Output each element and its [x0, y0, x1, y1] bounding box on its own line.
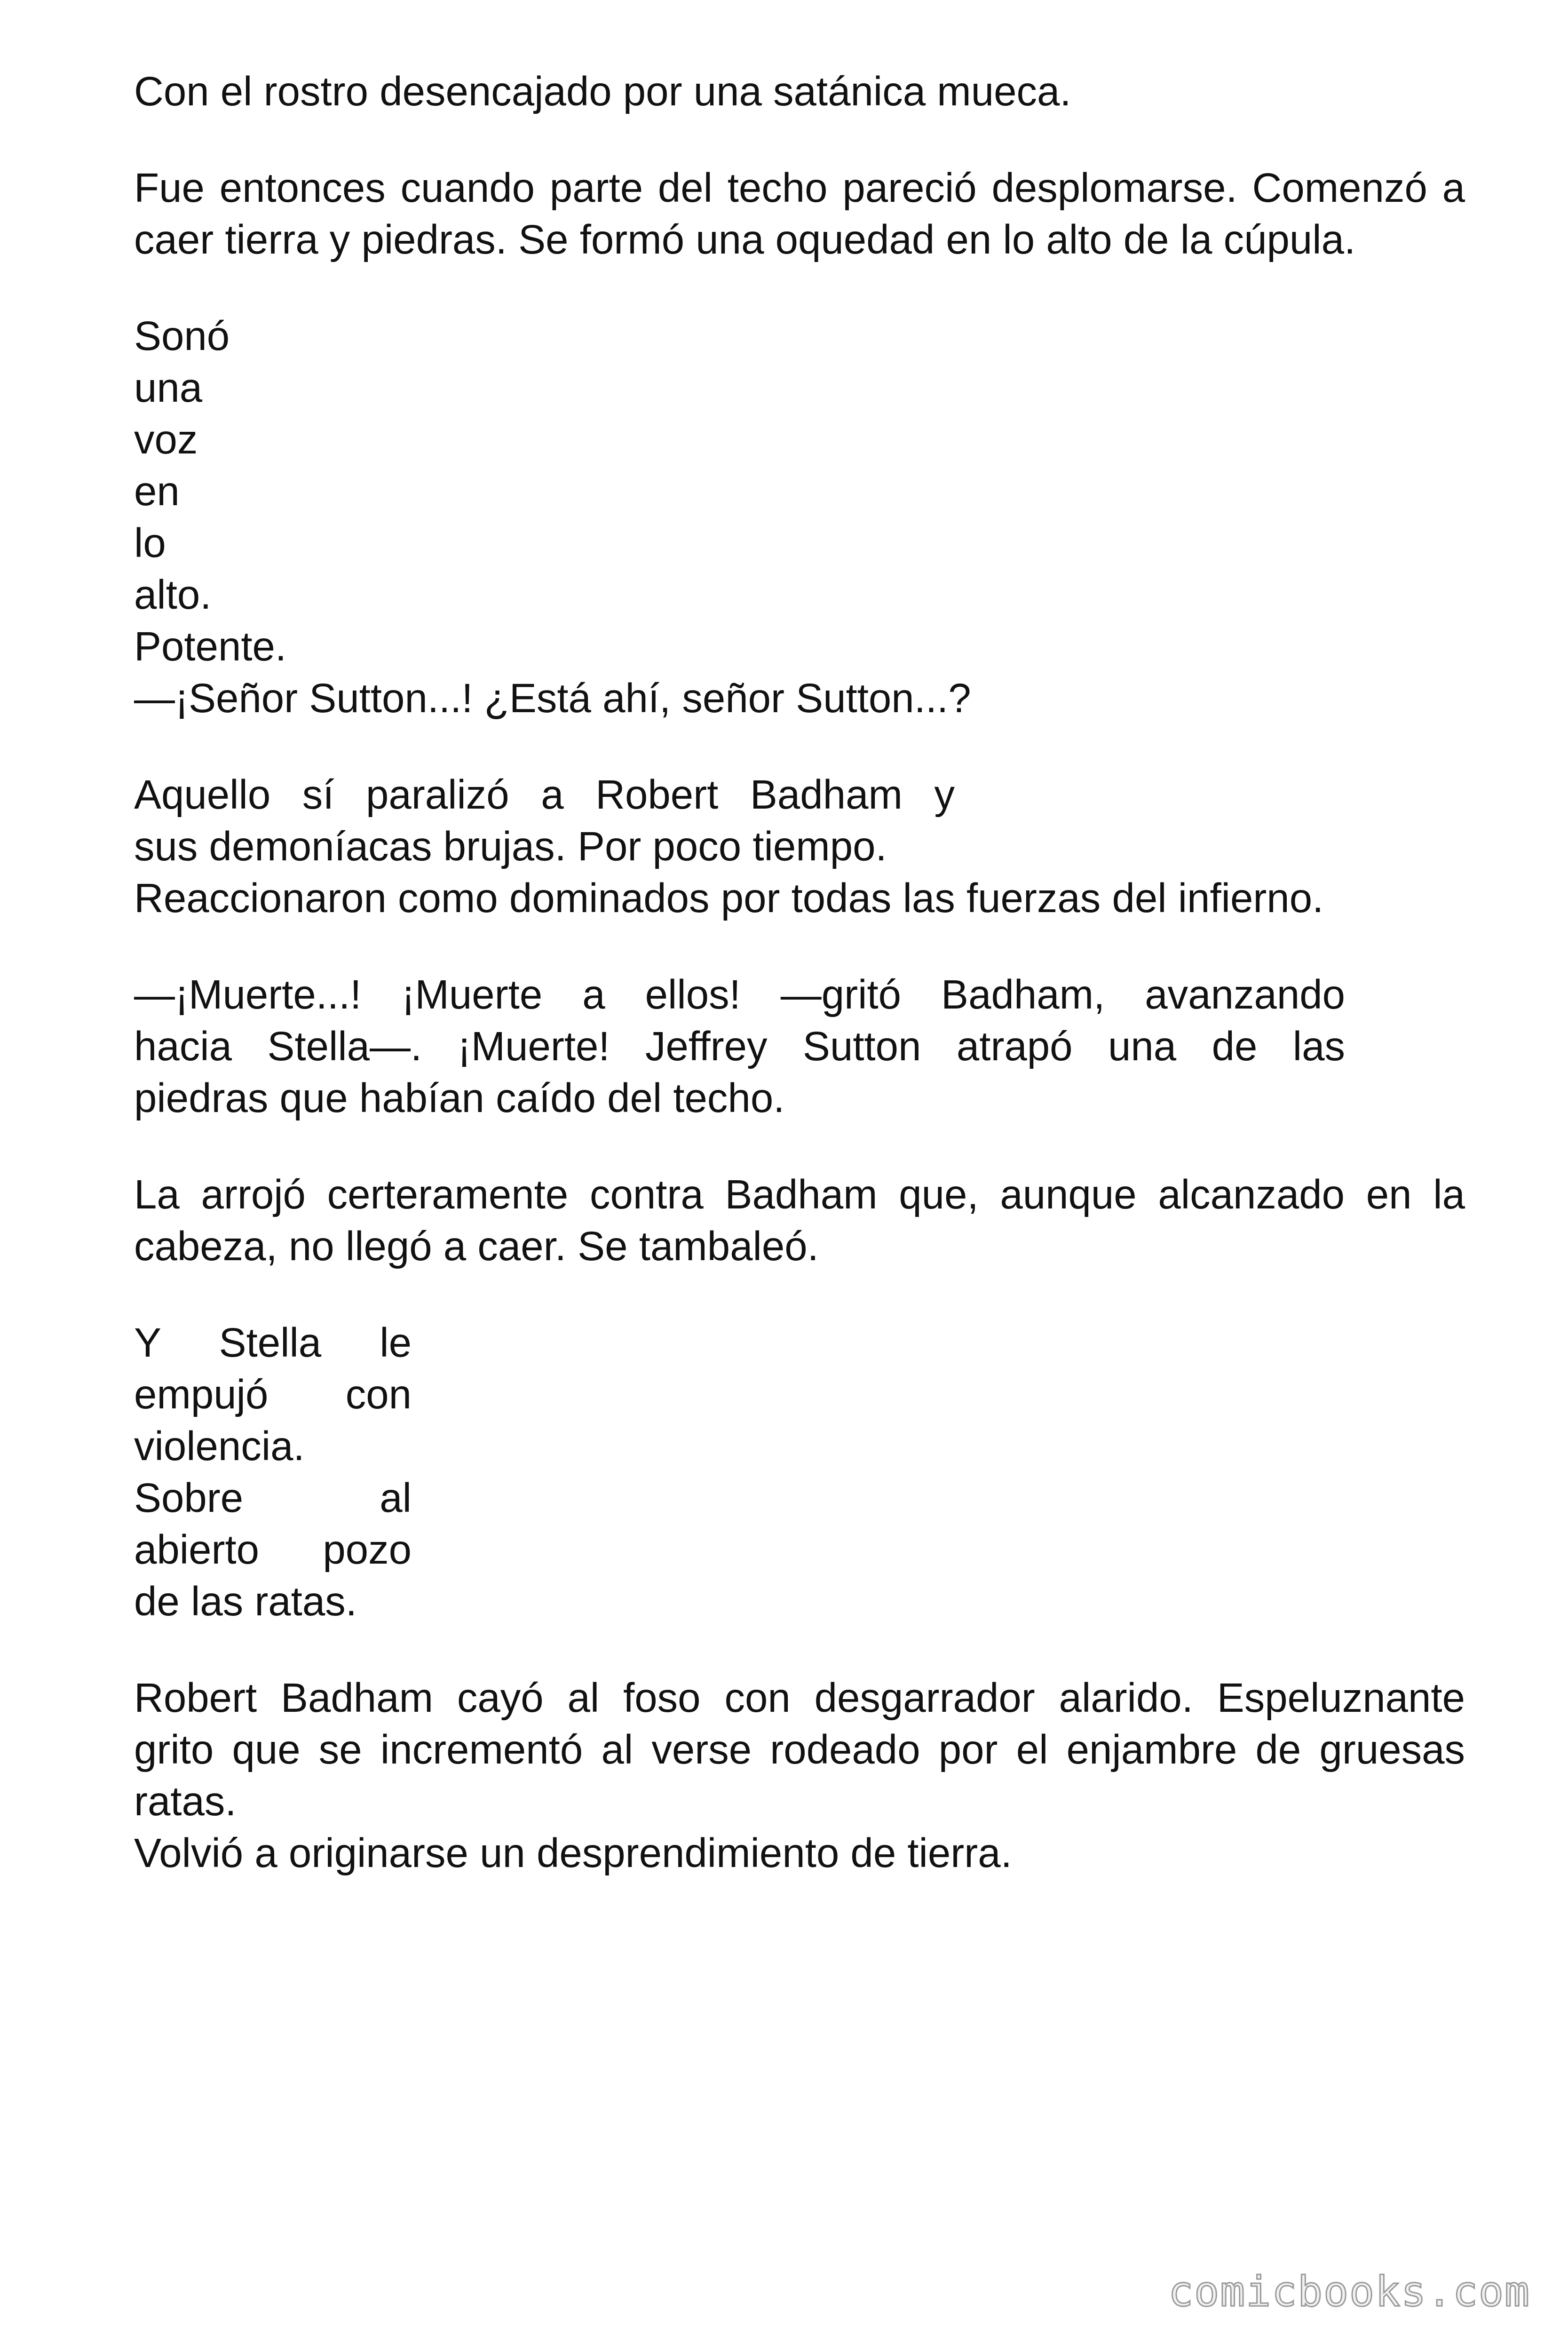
text-line: empujó con: [134, 1372, 412, 1417]
text-line: abierto pozo: [134, 1527, 412, 1573]
paragraph-2: Fue entonces cuando parte del techo pareció desplomarse. Comenzó a caer tierra y piedras. Se formó una oquedad en lo alto de la cúpula.: [134, 165, 1465, 262]
text-line: una: [134, 365, 203, 411]
paragraph-8: [134, 1672, 1465, 1879]
text-line: Con el rostro desencajado por una satánica mueca.: [134, 69, 1071, 114]
text-line: sus demoníacas brujas. Por poco tiempo.: [134, 824, 887, 869]
text-line: —¡Señor Sutton...! ¿Está ahí, señor Sutton...?: [134, 675, 971, 721]
paragraph-6: La arrojó certeramente contra Badham que, aunque alcanzado en la cabeza, no llegó a caer. Se tambaleó.: [134, 1172, 1465, 1269]
text-line: en: [134, 469, 180, 514]
paragraph-5: [134, 969, 1465, 1124]
text-line: alto.: [134, 572, 212, 618]
text-line: violencia.: [134, 1423, 305, 1469]
text-line: ratas.: [134, 1779, 237, 1824]
text-line: Sobre al: [134, 1475, 412, 1521]
text-line: Volvió a originarse un desprendimiento de tierra.: [134, 1830, 1012, 1876]
text-line: de las ratas.: [134, 1579, 357, 1624]
paragraph-3: [134, 310, 1465, 724]
paragraph-7: [134, 1317, 1465, 1628]
text-line: Reaccionaron como dominados por todas las fuerzas del infierno.: [134, 875, 1324, 921]
text-line: Potente.: [134, 624, 287, 669]
text-line: piedras que habían caído del techo.: [134, 1075, 785, 1121]
text-line: grito que se incrementó al verse rodeado por el enjambre de gruesas: [134, 1727, 1465, 1772]
text-line: —¡Muerte...! ¡Muerte a ellos! —gritó Badham, avanzando: [134, 972, 1345, 1017]
watermark: comicbooks.com: [1168, 2267, 1530, 2316]
text-line: Robert Badham cayó al foso con desgarrador alarido. Espeluznante: [134, 1675, 1465, 1721]
paragraph-1: [134, 66, 1465, 118]
text-line: Aquello sí paralizó a Robert Badham y: [134, 772, 955, 818]
text-line: lo: [134, 520, 166, 566]
text-line: voz: [134, 417, 198, 462]
paragraph-4: [134, 769, 1465, 924]
text-line: Y Stella le: [134, 1320, 412, 1366]
text-line: hacia Stella—. ¡Muerte! Jeffrey Sutton atrapó una de las: [134, 1024, 1345, 1069]
text-line: Sonó: [134, 313, 230, 359]
page-body: [134, 66, 1465, 1924]
